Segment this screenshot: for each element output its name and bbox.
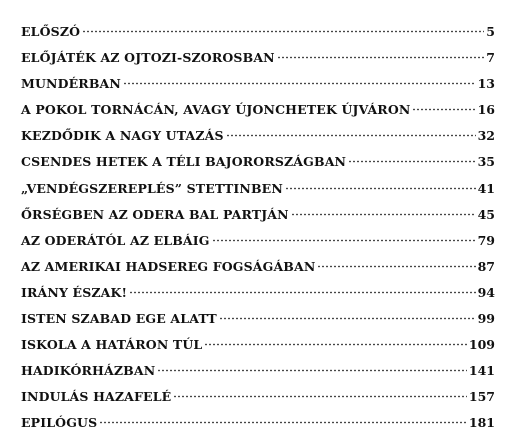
- dot-leader: [212, 239, 476, 242]
- toc-entry: [21, 97, 495, 123]
- toc-entry-page: 87: [477, 258, 495, 274]
- toc-entry: [21, 45, 495, 71]
- toc-entry-title: KEZDŐDIK A NAGY UTAZÁS: [21, 128, 224, 144]
- toc-entry-page: 35: [477, 154, 495, 170]
- dot-leader: [82, 30, 484, 33]
- toc-entry-title: AZ AMERIKAI HADSEREG FOGSÁGÁBAN: [21, 258, 316, 274]
- toc-entry-page: 99: [477, 311, 495, 327]
- toc-entry-title: INDULÁS HAZAFELÉ: [21, 389, 172, 405]
- toc-entry: [21, 123, 495, 149]
- dot-leader: [348, 160, 475, 163]
- toc-entry-title: EPILÓGUS: [21, 415, 98, 431]
- toc-entry-title: ISTEN SZABAD EGE ALATT: [21, 311, 217, 327]
- toc-entry-page: 7: [486, 50, 495, 66]
- toc-entry-page: 141: [468, 363, 495, 379]
- toc-entry: [21, 176, 495, 202]
- toc-entry-title: ŐRSÉGBEN AZ ODERA BAL PARTJÁN: [21, 206, 289, 222]
- toc-entry-page: 79: [477, 232, 495, 248]
- toc-entry: [21, 228, 495, 254]
- toc-entry-page: 109: [468, 337, 495, 353]
- toc-entry: [21, 71, 495, 97]
- toc-entry-title: AZ ODERÁTÓL AZ ELBÁIG: [21, 232, 210, 248]
- dot-leader: [412, 108, 475, 111]
- toc-entry-page: 41: [477, 180, 495, 196]
- toc-entry-page: 5: [486, 24, 495, 39]
- toc-entry: [21, 332, 495, 358]
- toc-entry-page: 94: [477, 284, 495, 300]
- dot-leader: [219, 317, 476, 320]
- toc-entry-page: 181: [468, 415, 495, 431]
- toc-entry: [21, 19, 495, 45]
- toc-entry-title: HADIKÓRHÁZBAN: [21, 363, 156, 379]
- toc-entry: [21, 149, 495, 175]
- toc-entry-title: ISKOLA A HATÁRON TÚL: [21, 337, 203, 353]
- dot-leader: [285, 187, 476, 190]
- toc-entry: [21, 306, 495, 332]
- dot-leader: [317, 265, 475, 268]
- toc-entry-title: MUNDÉRBAN: [21, 76, 121, 92]
- dot-leader: [226, 134, 476, 137]
- toc-entry-title: „VENDÉGSZEREPLÉS” STETTINBEN: [21, 180, 283, 196]
- dot-leader: [204, 343, 467, 346]
- toc-entry: [21, 358, 495, 384]
- dot-leader: [277, 56, 485, 59]
- toc-entry-title: CSENDES HETEK A TÉLI BAJORORSZÁGBAN: [21, 154, 347, 170]
- toc-entry: [21, 280, 495, 306]
- toc-entry: [21, 202, 495, 228]
- toc-entry-title: ELŐSZÓ: [21, 24, 81, 39]
- dot-leader: [129, 291, 475, 294]
- toc-entry: [21, 254, 495, 280]
- toc-entry-page: 32: [477, 128, 495, 144]
- dot-leader: [291, 213, 476, 216]
- dot-leader: [157, 369, 467, 372]
- toc-entry-page: 13: [477, 76, 495, 92]
- table-of-contents: [21, 19, 495, 437]
- dot-leader: [123, 82, 476, 85]
- toc-entry-page: 157: [468, 389, 495, 405]
- dot-leader: [173, 395, 467, 398]
- toc-entry: [21, 384, 495, 410]
- toc-entry-title: A POKOL TORNÁCÁN, AVAGY ÚJONCHETEK ÚJVÁRON: [21, 102, 411, 118]
- toc-entry-title: ELŐJÁTÉK AZ OJTOZI-SZOROSBAN: [21, 50, 275, 66]
- toc-entry: [21, 410, 495, 436]
- dot-leader: [99, 421, 467, 424]
- toc-entry-page: 16: [477, 102, 495, 118]
- toc-entry-page: 45: [477, 206, 495, 222]
- toc-entry-title: IRÁNY ÉSZAK!: [21, 284, 128, 300]
